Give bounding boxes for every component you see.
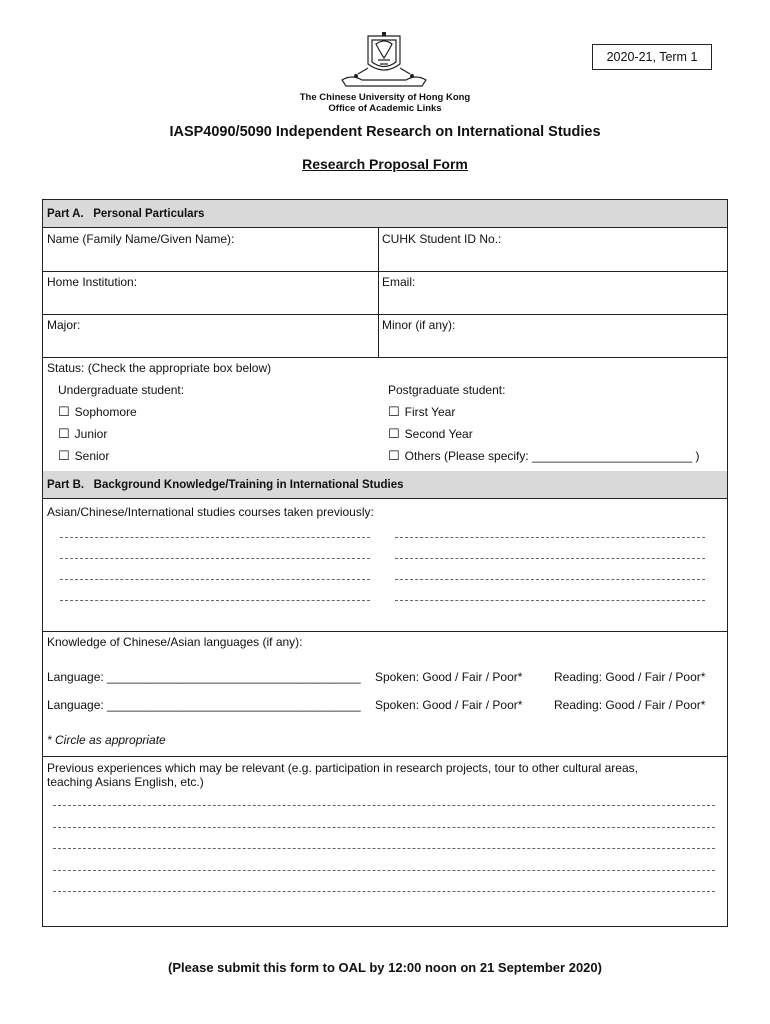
others-option[interactable] xyxy=(388,449,700,464)
checkbox-icon[interactable]: ☐ xyxy=(388,427,400,442)
office-name: Office of Academic Links xyxy=(328,103,442,114)
university-name: The Chinese University of Hong Kong xyxy=(299,92,471,103)
spoken-rating-1[interactable]: Spoken: Good / Fair / Poor* xyxy=(375,670,523,684)
option-label: Junior xyxy=(74,427,108,441)
term-badge: 2020-21, Term 1 xyxy=(592,44,712,70)
university-name-block xyxy=(0,92,770,114)
checkbox-icon[interactable]: ☐ xyxy=(58,449,70,464)
experience-label-line-1: Previous experiences which may be relevant (e.g. participation in research projects, tour to other cultural areas, xyxy=(47,761,638,775)
courses-entry-line[interactable] xyxy=(60,600,370,601)
postgrad-label: Postgraduate student: xyxy=(388,383,506,397)
proposal-form xyxy=(42,199,728,927)
option-label: Second Year xyxy=(404,427,473,441)
minor-field-label[interactable]: Minor (if any): xyxy=(382,318,456,332)
option-label: Senior xyxy=(74,449,110,463)
first-year-option[interactable] xyxy=(388,405,455,420)
checkbox-icon[interactable]: ☐ xyxy=(58,427,70,442)
form-title: Research Proposal Form xyxy=(302,156,468,172)
circle-note: * Circle as appropriate xyxy=(47,733,166,747)
courses-entry-line[interactable] xyxy=(395,579,705,580)
undergrad-label: Undergraduate student: xyxy=(58,383,185,397)
courses-entry-line[interactable] xyxy=(60,579,370,580)
checkbox-icon[interactable]: ☐ xyxy=(58,405,70,420)
course-title: IASP4090/5090 Independent Research on International Studies xyxy=(169,124,601,140)
courses-label: Asian/Chinese/International studies courses taken previously: xyxy=(47,505,374,519)
spoken-rating-2[interactable]: Spoken: Good / Fair / Poor* xyxy=(375,698,523,712)
reading-rating-1[interactable]: Reading: Good / Fair / Poor* xyxy=(554,670,706,684)
experience-entry-line[interactable] xyxy=(53,805,715,806)
name-field-label[interactable]: Name (Family Name/Given Name): xyxy=(47,232,235,246)
option-label: Others (Please specify: ________________________ ) xyxy=(404,449,700,463)
row-divider xyxy=(43,756,727,757)
sophomore-option[interactable] xyxy=(58,405,137,420)
home-institution-field-label[interactable]: Home Institution: xyxy=(47,275,138,289)
checkbox-icon[interactable]: ☐ xyxy=(388,449,400,464)
part-a-heading: Part A. Personal Particulars xyxy=(43,200,727,228)
language-field-1[interactable]: Language: ______________________________________ xyxy=(47,670,361,684)
experience-entry-line[interactable] xyxy=(53,891,715,892)
row-divider xyxy=(43,631,727,632)
reading-rating-2[interactable]: Reading: Good / Fair / Poor* xyxy=(554,698,706,712)
email-field-label[interactable]: Email: xyxy=(382,275,416,289)
experience-label-line-2: teaching Asians English, etc.) xyxy=(47,775,204,789)
senior-option[interactable] xyxy=(58,449,109,464)
courses-entry-line[interactable] xyxy=(395,558,705,559)
courses-entry-line[interactable] xyxy=(395,537,705,538)
option-label: Sophomore xyxy=(74,405,137,419)
courses-entry-line[interactable] xyxy=(60,558,370,559)
courses-entry-line[interactable] xyxy=(60,537,370,538)
row-divider xyxy=(43,271,727,272)
row-divider xyxy=(43,357,727,358)
student-id-field-label[interactable]: CUHK Student ID No.: xyxy=(382,232,502,246)
submission-note: (Please submit this form to OAL by 12:00 noon on 21 September 2020) xyxy=(168,960,602,975)
courses-entry-line[interactable] xyxy=(395,600,705,601)
row-divider xyxy=(43,314,727,315)
second-year-option[interactable] xyxy=(388,427,473,442)
experience-entry-line[interactable] xyxy=(53,870,715,871)
option-label: First Year xyxy=(404,405,456,419)
university-crest-logo xyxy=(338,30,430,92)
language-field-2[interactable]: Language: ______________________________________ xyxy=(47,698,361,712)
junior-option[interactable] xyxy=(58,427,107,442)
experience-entry-line[interactable] xyxy=(53,827,715,828)
languages-label: Knowledge of Chinese/Asian languages (if any): xyxy=(47,635,303,649)
major-field-label[interactable]: Major: xyxy=(47,318,81,332)
column-divider xyxy=(378,228,379,357)
experience-entry-line[interactable] xyxy=(53,848,715,849)
status-label: Status: (Check the appropriate box below) xyxy=(47,361,272,375)
checkbox-icon[interactable]: ☐ xyxy=(388,405,400,420)
part-b-heading: Part B. Background Knowledge/Training in International Studies xyxy=(43,471,727,499)
